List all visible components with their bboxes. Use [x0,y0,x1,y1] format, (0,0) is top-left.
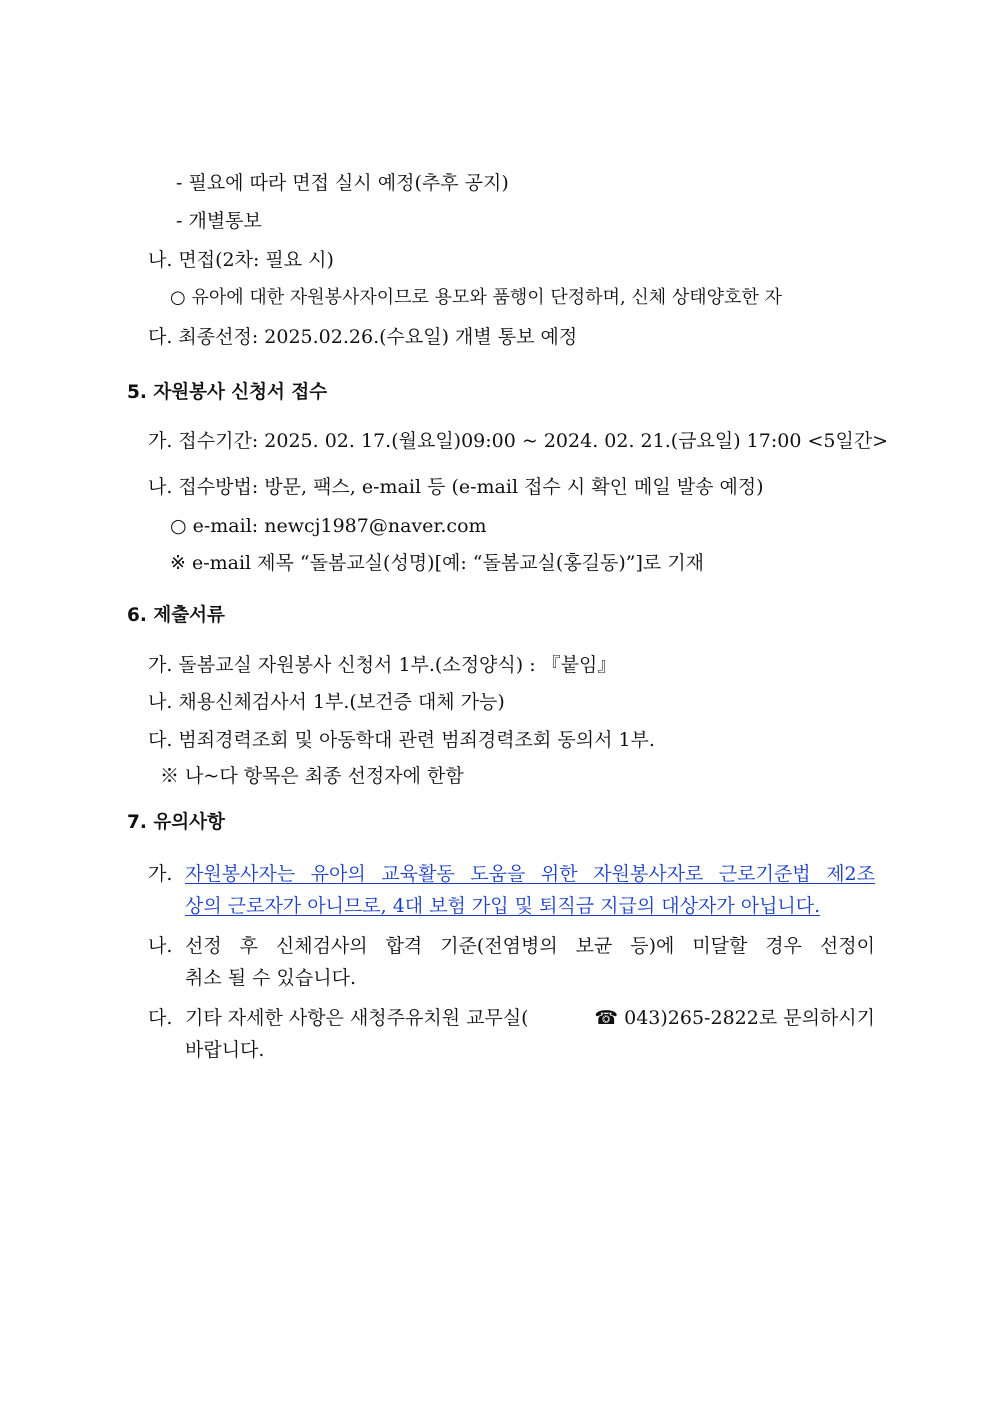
email-subject-note: ※ e-mail 제목 “돌봄교실(성명)[예: “돌봄교실(홍길동)”]로 기재 [170,552,705,574]
phone-icon: ☎ [594,1007,619,1029]
documents-note: ※ 나~다 항목은 최종 선정자에 한함 [160,765,464,787]
final-selection-item: 다. 최종선정: 2025.02.26.(수요일) 개별 통보 예정 [148,326,578,348]
caution-na-label: 나. [148,935,173,957]
email-address: ○ e-mail: newcj1987@naver.com [170,515,487,537]
document-application-form: 가. 돌봄교실 자원봉사 신청서 1부.(소정양식) : 『붙임』 [148,654,617,676]
caution-na-line1: 선정 후 신체검사의 합격 기준(전염병의 보균 등)에 미달할 경우 선정이 [185,935,875,957]
section-7-title: 7. 유의사항 [127,812,225,833]
individual-notice: - 개별통보 [176,210,262,232]
caution-ga-line2: 상의 근로자가 아니므로, 4대 보험 가입 및 퇴직금 지급의 대상자가 아닙니다. [185,895,821,917]
caution-da-text-pre: 기타 자세한 사항은 새청주유치원 교무실( [185,1007,529,1029]
caution-ga-line1: 자원봉사자는 유아의 교육활동 도움을 위한 자원봉사자로 근로기준법 제2조 [185,863,875,885]
caution-da-line1 [185,1005,875,1031]
qualification-item: ○ 유아에 대한 자원봉사자이므로 용모와 품행이 단정하며, 신체 상태양호한 자 [170,287,782,308]
application-method: 나. 접수방법: 방문, 팩스, e-mail 등 (e-mail 접수 시 확인 메일 발송 예정) [148,476,764,498]
caution-ga-label: 가. [148,863,173,885]
caution-da-line2: 바랍니다. [185,1039,265,1061]
section-6-title: 6. 제출서류 [127,605,225,626]
interview-note: - 필요에 따라 면접 실시 예정(추후 공지) [176,172,509,194]
caution-da-label: 다. [148,1007,173,1029]
caution-na-line2: 취소 될 수 있습니다. [185,967,356,989]
interview-item: 나. 면접(2차: 필요 시) [148,249,334,271]
document-health-check: 나. 채용신체검사서 1부.(보건증 대체 가능) [148,691,505,713]
application-period: 가. 접수기간: 2025. 02. 17.(월요일)09:00 ~ 2024. 02. 21.(금요일) 17:00 <5일간> [148,430,889,452]
section-5-title: 5. 자원봉사 신청서 접수 [127,382,328,403]
document-criminal-record: 다. 범죄경력조회 및 아동학대 관련 범죄경력조회 동의서 1부. [148,729,655,751]
caution-da-text-post: 043)265-2822로 문의하시기 [618,1007,875,1029]
